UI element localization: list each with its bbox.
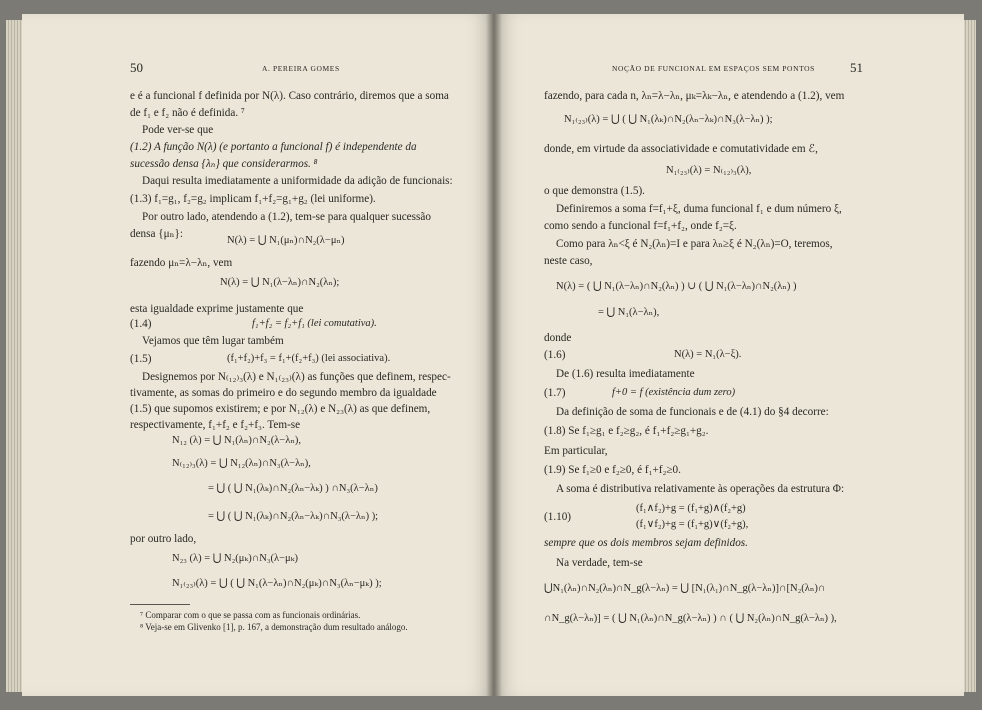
footnote-8: ⁸ Veja-se em Glivenko [1], p. 167, a demonstração dum resultado análogo. [140,622,408,632]
equation-1-4: f₁+f₂ = f₂+f₁ (lei comutativa). [252,318,377,329]
text-line: sempre que os dois membros sejam definidos. [544,537,748,549]
right-page-number: 51 [850,60,863,75]
right-page [494,14,964,696]
equation: N(λ) = ( ⋃ N₁(λ−λₙ)∩N₂(λₙ) ) ∪ ( ⋃ N₁(λ−λₙ)∩N₂(λₙ) ) [556,281,797,292]
text-line: A soma é distributiva relativamente às operações da estrutura Φ: [556,483,845,495]
equation-1-6: N(λ) = N₁(λ−ξ). [674,349,742,360]
equation: = ⋃ ( ⋃ N₁(λₖ)∩N₂(λₙ−λₖ)∩N₃(λ−λₙ) ); [208,511,379,522]
text-line: Definiremos a soma f=f₁+ξ, duma funcional f₁ e dum número ξ, [556,203,842,215]
text-line: Designemos por N₍₁₂₎₃(λ) e N₁₍₂₃₎(λ) as funções que definem, respec- [142,371,451,383]
text-line: fazendo μₙ=λ−λₙ, vem [130,257,233,269]
text-line: donde [544,332,572,344]
equation-number: (1.5) [130,353,152,365]
page-edges-right [962,20,976,692]
text-line: neste caso, [544,255,593,267]
footnote-7: ⁷ Comparar com o que se passa com as funcionais ordinárias. [140,610,361,620]
equation-number: (1.4) [130,318,152,330]
right-running-head: NOÇÃO DE FUNCIONAL EM ESPAÇOS SEM PONTOS [612,64,815,73]
equation-1-5: (f₁+f₂)+f₃ = f₁+(f₂+f₃) (lei associativa). [227,353,391,364]
equation: ⋃N₁(λₙ)∩N₂(λₙ)∩N_g(λ−λₙ) = ⋃ [N₁(λ₁)∩N_g(λ−λₙ)]∩[N₂(λₙ)∩ [544,583,826,594]
equation-1-10-line-1: (f₁∧f₂)+g = (f₁+g)∧(f₂+g) [636,503,746,514]
text-line: e é a funcional f definida por N(λ). Caso contrário, diremos que a soma [130,90,449,102]
text-line: densa {μₙ}: [130,228,183,240]
text-line: Por outro lado, atendendo a (1.2), tem-se para qualquer sucessão [142,211,431,223]
text-line: de f₁ e f₂ não é definida. ⁷ [130,107,245,119]
equation-1-8: (1.8) Se f₁≥g₁ e f₂≥g₂, é f₁+f₂≥g₁+g₂. [544,425,709,437]
text-line: respectivamente, f₁+f₂ e f₂+f₃. Tem-se [130,419,301,431]
left-page [22,14,494,696]
equation: N₁₍₂₃₎(λ) = ⋃ ( ⋃ N₁(λ−λₙ)∩N₂(μₖ)∩N₃(λₙ−μₖ) ); [172,578,382,589]
equation: = ⋃ N₁(λ−λₙ), [598,307,660,318]
equation-1-10-line-2: (f₁∨f₂)+g = (f₁+g)∨(f₂+g), [636,519,749,530]
equation-1-7: f+0 = f (existência dum zero) [612,387,736,398]
text-line: esta igualdade exprime justamente que [130,303,304,315]
equation: ∩N_g(λ−λₙ)] = ( ⋃ N₁(λₙ)∩N_g(λ−λₙ) ) ∩ ( ⋃ N₂(λₙ)∩N_g(λ−λₙ) ), [544,613,837,624]
text-line: tivamente, as somas do primeiro e do segundo membro da igualdade [130,387,437,399]
equation: N₁₍₂₃₎(λ) = ⋃ ( ⋃ N₁(λₖ)∩N₂(λₙ−λₖ)∩N₃(λ−λₙ) ); [564,114,773,125]
equation: N₁₂ (λ) = ⋃ N₁(λₙ)∩N₂(λ−λₙ), [172,435,301,446]
equation-1-3: (1.3) f₁=g₁, f₂=g₂ implicam f₁+f₂=g₁+g₂ (lei uniforme). [130,193,376,205]
proposition-1-2: (1.2) A função N(λ) (e portanto a funcional f) é independente da [130,141,417,153]
footnote-rule [130,604,190,605]
equation-number: (1.7) [544,387,566,399]
text-line: Da definição de soma de funcionais e de (4.1) do §4 decorre: [556,406,829,418]
text-line: donde, em virtude da associatividade e comutatividade em ℰ, [544,143,818,155]
text-line: Pode ver-se que [142,124,214,136]
equation: N(λ) = ⋃ N₁(λ−λₙ)∩N₂(λₙ); [220,277,340,288]
text-line: Em particular, [544,445,608,457]
equation: N₁₍₂₃₎(λ) = N₍₁₂₎₃(λ), [666,165,752,176]
equation: N₂₃ (λ) = ⋃ N₂(μₖ)∩N₃(λ−μₖ) [172,553,299,564]
left-running-head: A. PEREIRA GOMES [262,64,340,73]
text-line: De (1.6) resulta imediatamente [556,368,695,380]
equation: N₍₁₂₎₃(λ) = ⋃ N₁₂(λₙ)∩N₃(λ−λₙ), [172,458,311,469]
text-line: Vejamos que têm lugar também [142,335,284,347]
left-page-number: 50 [130,60,143,75]
equation: N(λ) = ⋃ N₁(μₙ)∩N₂(λ−μₙ) [227,235,345,246]
equation-number: (1.10) [544,511,572,523]
book-gutter [486,14,502,696]
text-line: o que demonstra (1.5). [544,185,645,197]
text-line: como sendo a funcional f=f₁+f₂, onde f₂=ξ. [544,220,737,232]
equation-number: (1.6) [544,349,566,361]
text-line: sucessão densa {λₙ} que considerarmos. ⁸ [130,158,318,170]
text-line: Na verdade, tem-se [556,557,643,569]
text-line: (1.5) que supomos existirem; e por N₁₂(λ) e N₂₃(λ) as que definem, [130,403,431,415]
equation: = ⋃ ( ⋃ N₁(λₖ)∩N₂(λₙ−λₖ) ) ∩N₃(λ−λₙ) [208,483,378,494]
text-line: Daqui resulta imediatamente a uniformidade da adição de funcionais: [142,175,453,187]
text-line: Como para λₙ<ξ é N₂(λₙ)=I e para λₙ≥ξ é N₂(λₙ)=O, teremos, [556,238,833,250]
equation-1-9: (1.9) Se f₁≥0 e f₂≥0, é f₁+f₂≥0. [544,464,681,476]
text-line: fazendo, para cada n, λₙ=λ−λₙ, μₖ=λₖ−λₙ, e atendendo a (1.2), vem [544,90,845,102]
text-line: por outro lado, [130,533,197,545]
